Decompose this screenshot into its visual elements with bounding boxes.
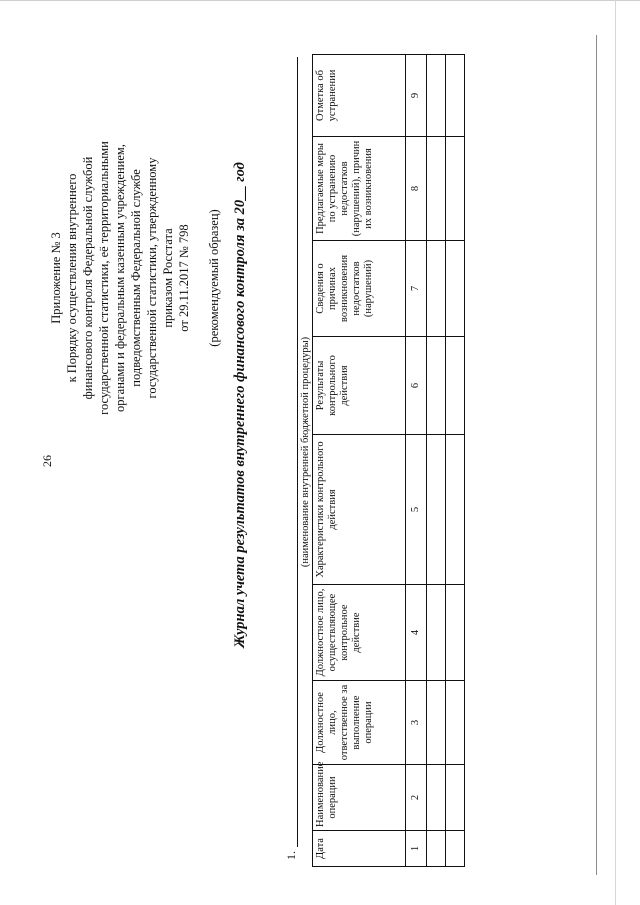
appendix-line: государственной статистики, её территориальными	[97, 141, 111, 415]
table-cell	[427, 337, 446, 435]
column-number: 3	[406, 681, 427, 765]
empty-row	[427, 55, 446, 867]
appendix-line: органами и федеральным казенным учреждением,	[113, 144, 127, 412]
column-header: Сведения о причинах возникновения недостатков (нарушений)	[313, 241, 406, 337]
procedure-name-line	[297, 57, 298, 847]
column-number: 5	[406, 435, 427, 585]
table-cell	[427, 765, 446, 831]
table-cell	[427, 435, 446, 585]
column-number: 2	[406, 765, 427, 831]
section-number: 1.	[284, 851, 298, 860]
table-cell	[446, 585, 465, 681]
bottom-rule	[596, 35, 597, 875]
table-cell	[446, 681, 465, 765]
journal-table	[312, 54, 465, 867]
procedure-name-caption: (наименование внутренней бюджетной процедуры)	[300, 336, 311, 568]
header-row	[313, 55, 406, 867]
column-number: 6	[406, 337, 427, 435]
table-cell	[427, 55, 446, 137]
appendix-line: подведомственным Федеральной службе	[129, 169, 143, 387]
table-cell	[446, 765, 465, 831]
sample-note: (рекомендуемый образец)	[207, 209, 221, 347]
table-cell	[446, 435, 465, 585]
table-cell	[427, 681, 446, 765]
column-number-row	[406, 55, 427, 867]
column-number: 9	[406, 55, 427, 137]
column-header: Предлагаемые меры по устранению недостатков (нарушений), причин их возникновения	[313, 137, 406, 241]
appendix-line: к Порядку осуществления внутреннего	[65, 173, 79, 383]
table-cell	[446, 55, 465, 137]
column-number: 1	[406, 831, 427, 867]
column-header: Дата	[313, 831, 406, 867]
column-number: 8	[406, 137, 427, 241]
column-header: Характеристики контрольного действия	[313, 435, 406, 585]
table-cell	[446, 137, 465, 241]
table-cell	[446, 241, 465, 337]
column-number: 7	[406, 241, 427, 337]
appendix-line: государственной статистики, утвержденному	[145, 157, 159, 399]
appendix-line: Приложение № 3	[49, 232, 63, 324]
table-cell	[427, 585, 446, 681]
column-header: Отметка об устранении	[313, 55, 406, 137]
table-cell	[446, 337, 465, 435]
table-cell	[427, 831, 446, 867]
appendix-line: финансового контроля Федеральной службой	[81, 156, 95, 400]
appendix-line: от 29.11.2017 № 798	[177, 224, 191, 332]
journal-title: Журнал учета результатов внутреннего финансового контроля за 20__ год	[232, 162, 248, 648]
column-number: 4	[406, 585, 427, 681]
appendix-header	[48, 78, 192, 478]
appendix-line: приказом Росстата	[161, 228, 175, 328]
column-header: Должностное лицо, ответственное за выполнение операции	[313, 681, 406, 765]
column-header: Результаты контрольного действия	[313, 337, 406, 435]
table-cell	[446, 831, 465, 867]
empty-row	[446, 55, 465, 867]
table-cell	[427, 241, 446, 337]
table-cell	[427, 137, 446, 241]
page-number: 26	[40, 455, 54, 467]
column-header: Наименование операции	[313, 765, 406, 831]
column-header: Должностное лицо, осуществляющее контрольное действие	[313, 585, 406, 681]
